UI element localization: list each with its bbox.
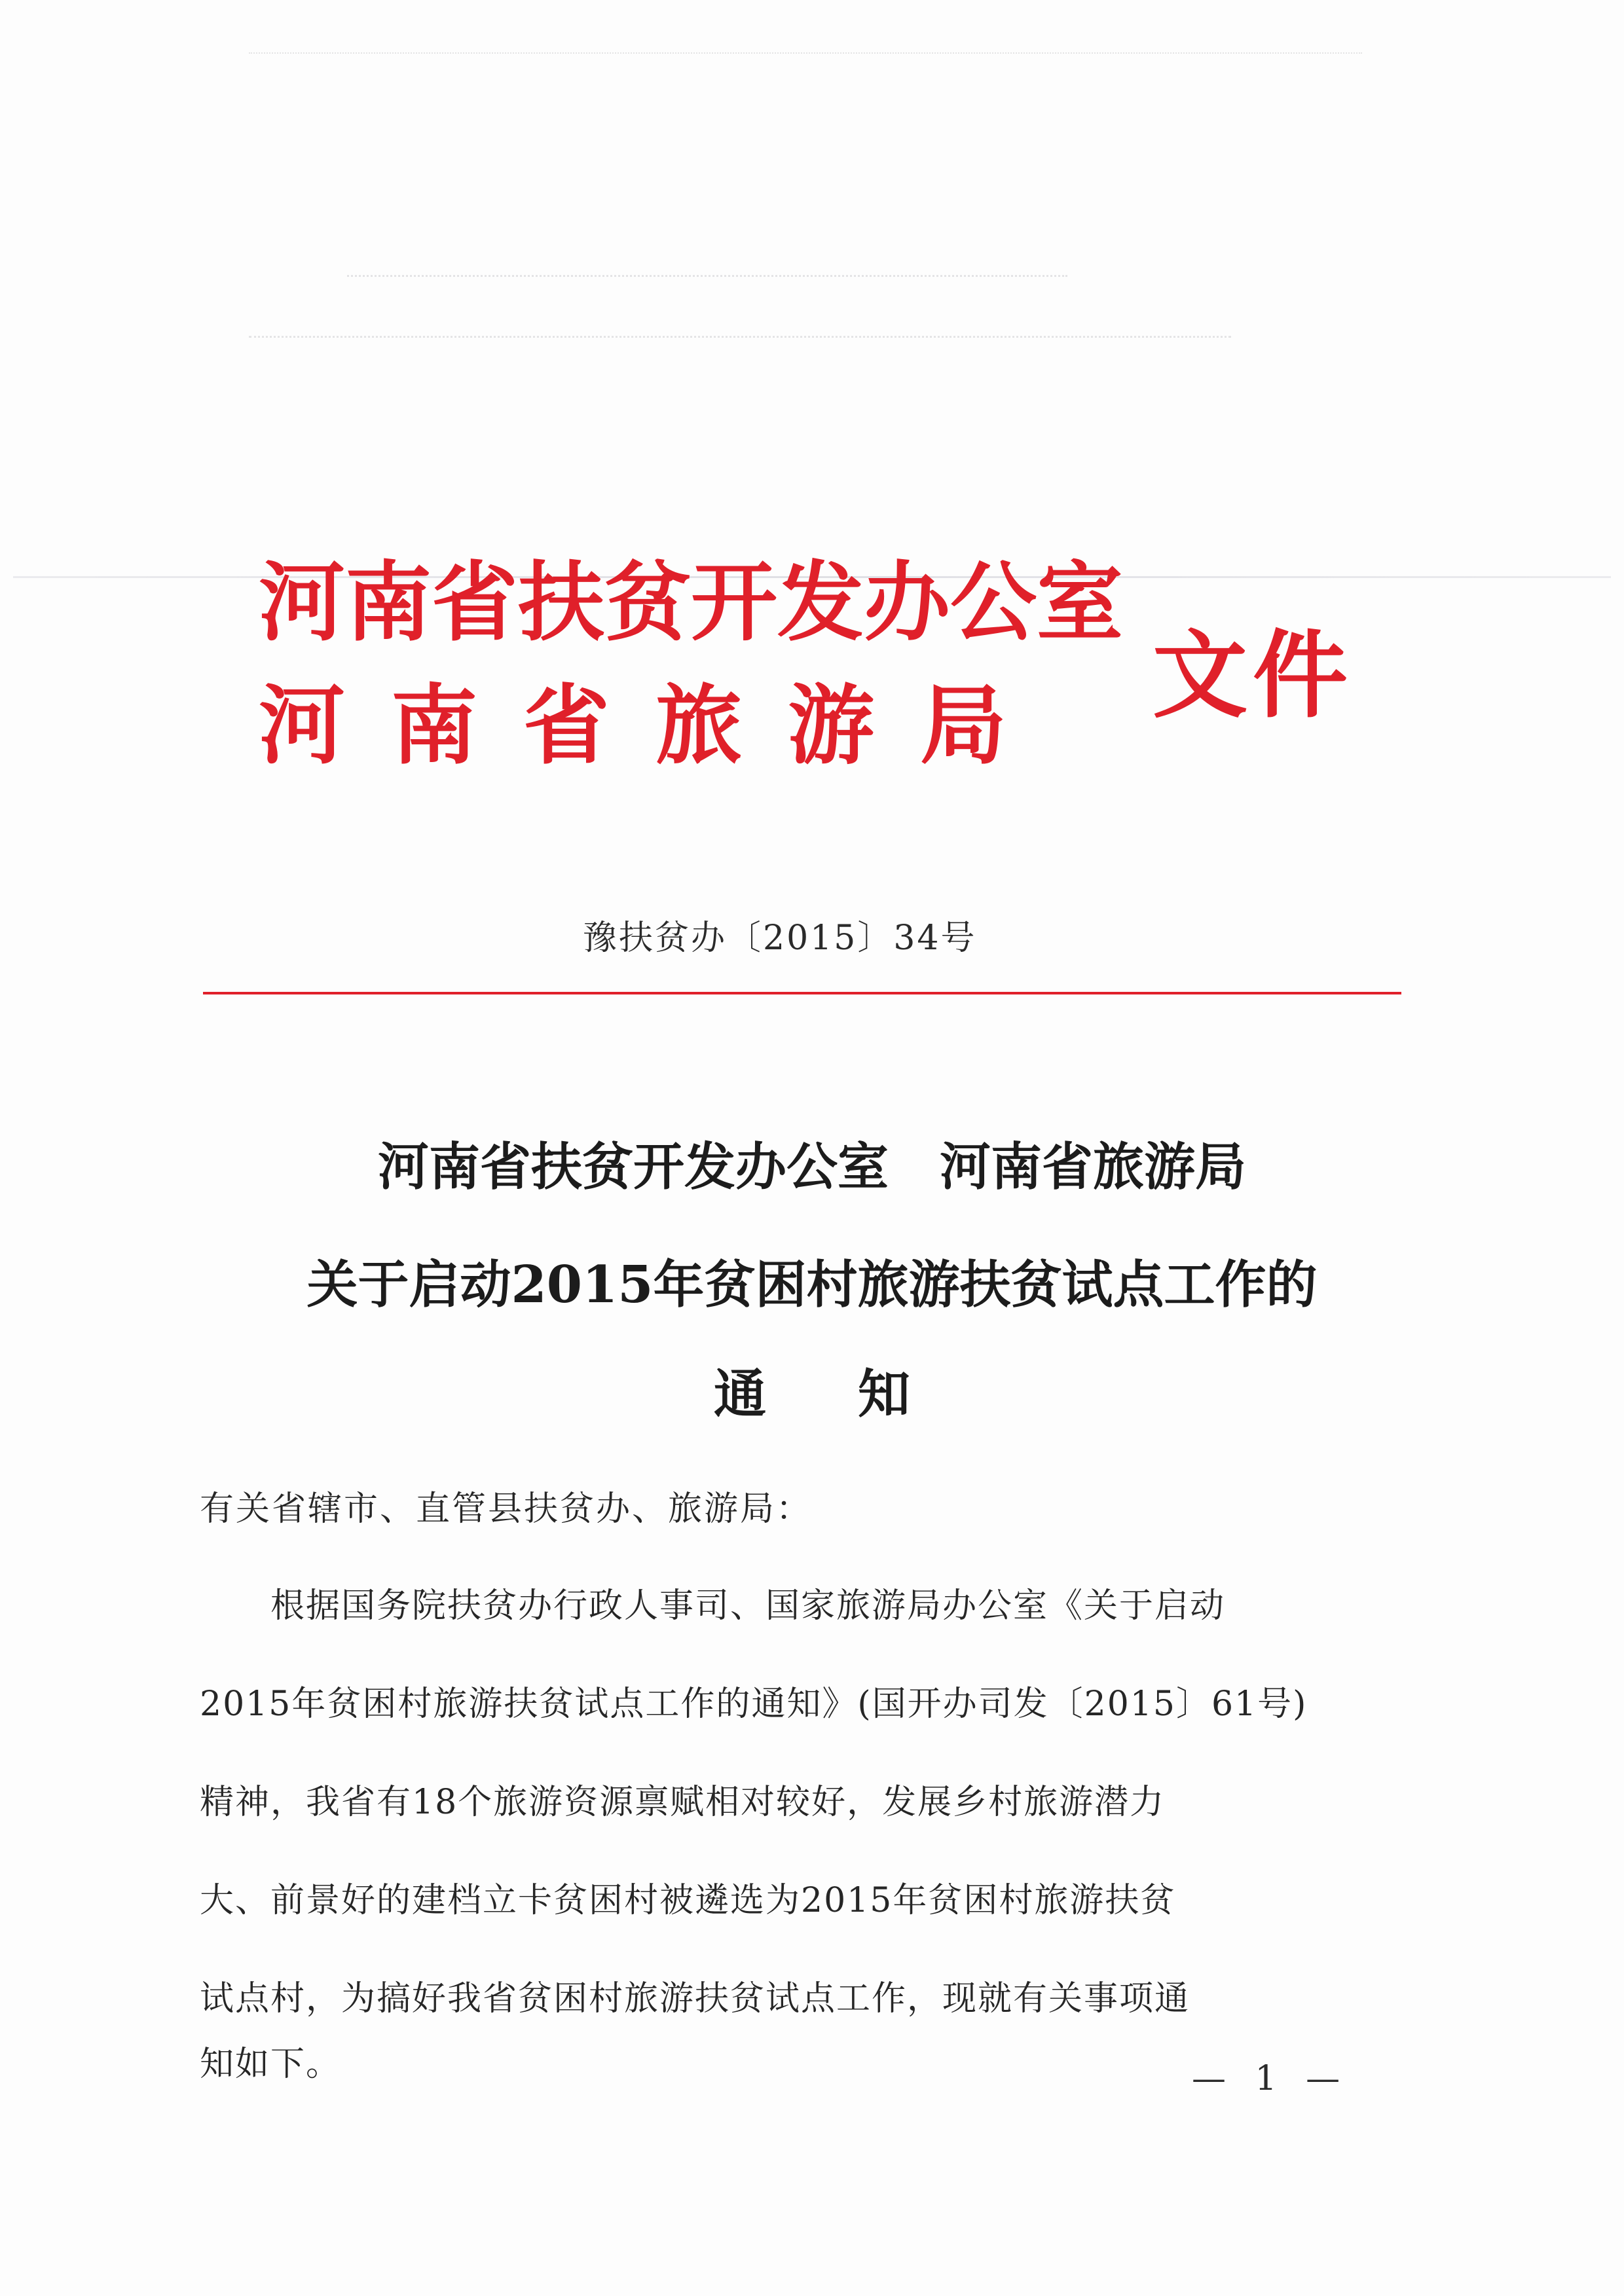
title-line-2: 关于启动2015年贫困村旅游扶贫试点工作的: [306, 1255, 1318, 1315]
body-paragraph-line: 精神，我省有18个旅游资源禀赋相对较好，发展乡村旅游潜力: [200, 1783, 1166, 1822]
salutation: 有关省辖市、直管县扶贫办、旅游局：: [200, 1489, 813, 1529]
body-paragraph-line: 大、前景好的建档立卡贫困村被遴选为2015年贫困村旅游扶贫: [200, 1881, 1176, 1920]
document-type-label: 文件: [1153, 620, 1353, 731]
title-line-1: 河南省扶贫开发办公室 河南省旅游局: [377, 1137, 1246, 1197]
issuing-organizations: [259, 552, 1130, 781]
document-number: 豫扶贫办〔2015〕34号: [583, 919, 977, 958]
body-paragraph-line: 根据国务院扶贫办行政人事司、国家旅游局办公室《关于启动: [200, 1586, 1226, 1626]
title-line-3: 通知: [714, 1363, 1002, 1425]
red-divider-line: [203, 992, 1401, 994]
org-name-poverty-office: 河南省扶贫开发办公室: [259, 552, 1123, 653]
org-name-tourism-bureau: 河南省旅游局: [259, 675, 1052, 776]
reverse-bleed-through-2: [216, 229, 1231, 399]
body-paragraph-line: 试点村，为搞好我省贫困村旅游扶贫试点工作，现就有关事项通: [200, 1979, 1190, 2018]
body-paragraph-line: 2015年贫困村旅游扶贫试点工作的通知》(国开办司发〔2015〕61号): [200, 1685, 1308, 1724]
reverse-bleed-through: [249, 13, 1362, 92]
body-paragraph-line: 知如下。: [200, 2045, 342, 2084]
page-number: — 1 —: [1192, 2059, 1350, 2098]
